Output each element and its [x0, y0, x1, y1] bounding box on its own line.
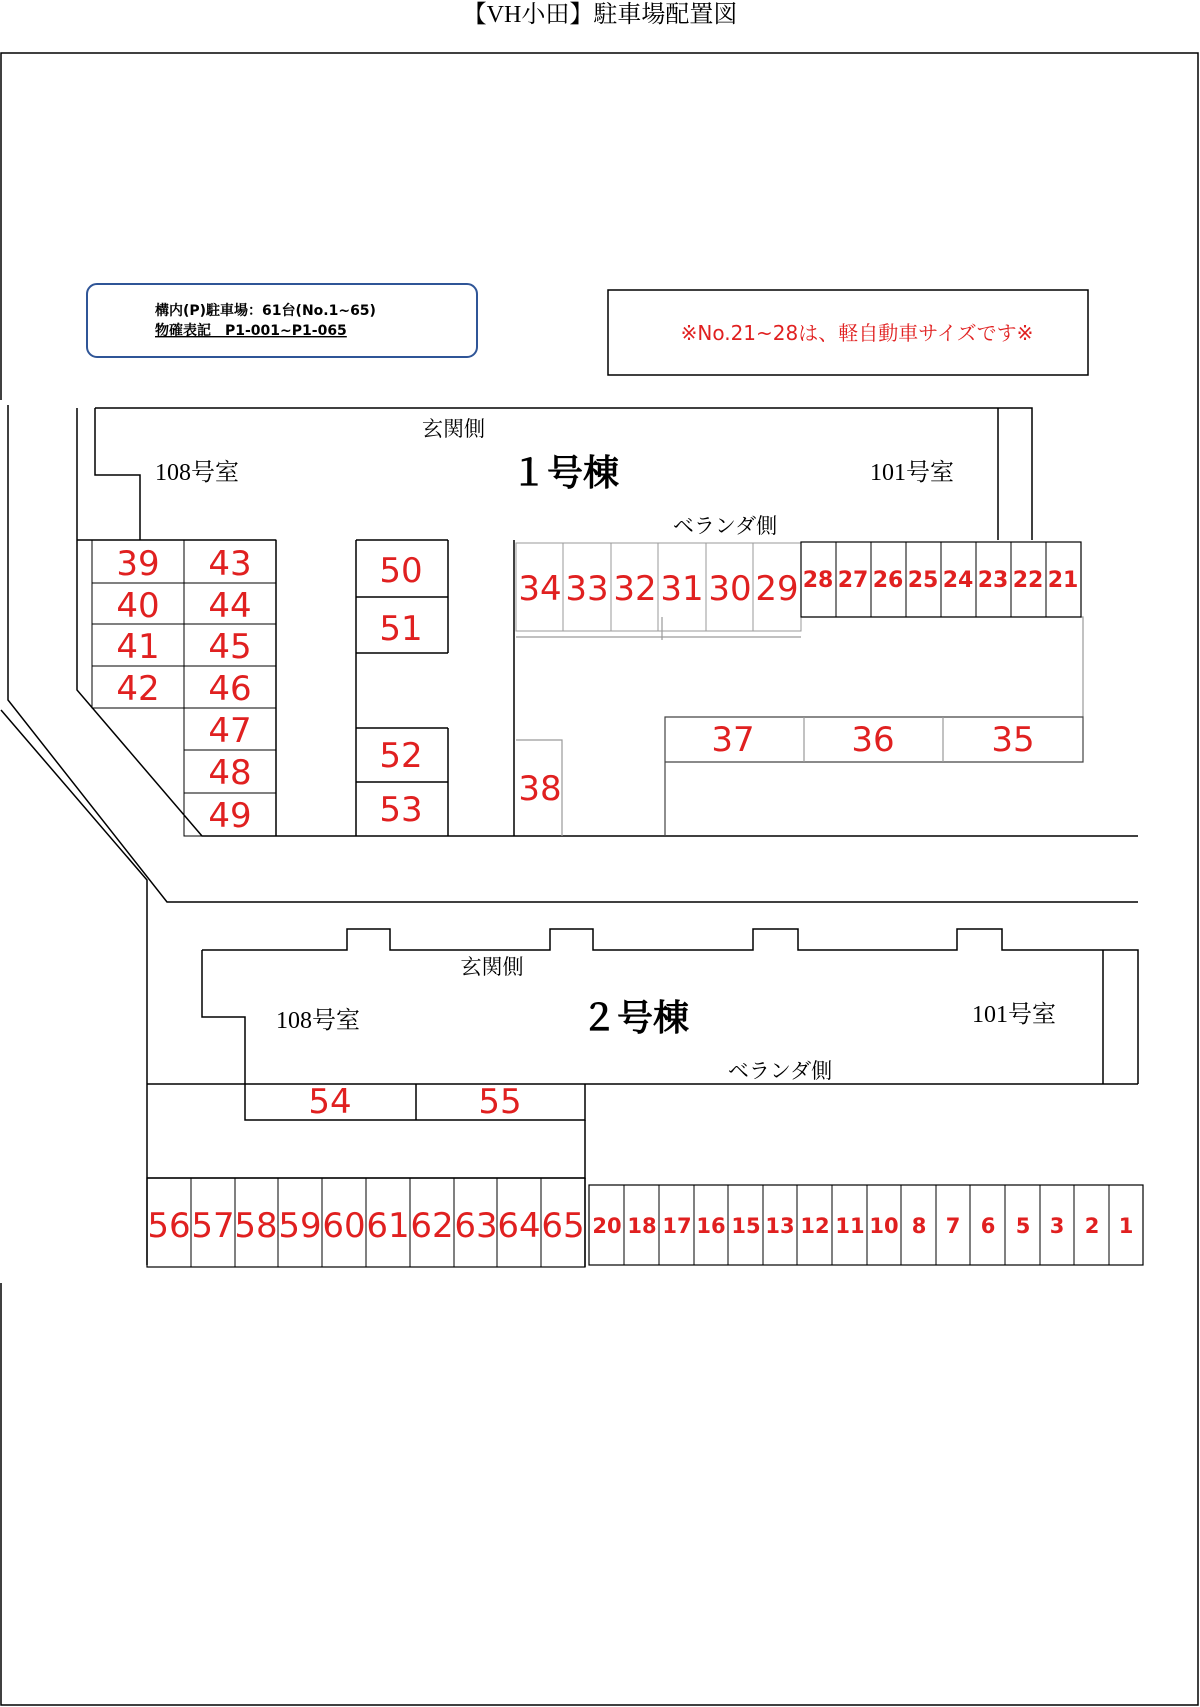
- parking-spot-2[interactable]: 2: [1084, 1214, 1100, 1238]
- parking-spot-39[interactable]: 39: [116, 544, 160, 584]
- parking-spot-30[interactable]: 30: [708, 569, 752, 609]
- parking-spot-29[interactable]: 29: [755, 569, 799, 609]
- parking-map: [0, 52, 1200, 1707]
- parking-spot-12[interactable]: 12: [800, 1214, 830, 1238]
- parking-spot-47[interactable]: 47: [208, 711, 252, 751]
- parking-spot-33[interactable]: 33: [565, 569, 609, 609]
- parking-spot-5[interactable]: 5: [1015, 1214, 1031, 1238]
- parking-spot-36[interactable]: 36: [851, 720, 895, 760]
- parking-spot-62[interactable]: 62: [410, 1206, 454, 1246]
- parking-spot-42[interactable]: 42: [116, 669, 160, 709]
- spot-group-50-53: [379, 551, 422, 830]
- info-box-line1: 構内(P)駐車場：61台(No.1~65): [155, 303, 376, 319]
- parking-spot-63[interactable]: 63: [454, 1206, 498, 1246]
- spot-group-56-65: [147, 1178, 585, 1267]
- parking-spot-61[interactable]: 61: [366, 1206, 410, 1246]
- parking-spot-55[interactable]: 55: [478, 1082, 522, 1122]
- building2-name: ２号棟: [580, 998, 690, 1039]
- parking-spot-32[interactable]: 32: [613, 569, 657, 609]
- parking-spot-45[interactable]: 45: [208, 627, 252, 667]
- parking-spot-7[interactable]: 7: [945, 1214, 961, 1238]
- parking-spot-18[interactable]: 18: [627, 1214, 657, 1238]
- parking-spot-13[interactable]: 13: [765, 1214, 795, 1238]
- parking-spot-23[interactable]: 23: [977, 568, 1009, 593]
- building2-front-label: 玄関側: [460, 955, 524, 979]
- parking-spot-10[interactable]: 10: [869, 1214, 899, 1238]
- parking-spot-24[interactable]: 24: [942, 568, 974, 593]
- building1-front-label: 玄関側: [422, 417, 485, 441]
- parking-spot-60[interactable]: 60: [322, 1206, 366, 1246]
- spot-group-54-55: [308, 1082, 521, 1122]
- parking-spot-26[interactable]: 26: [872, 568, 904, 593]
- parking-spot-44[interactable]: 44: [208, 586, 252, 626]
- parking-spot-1[interactable]: 1: [1118, 1214, 1134, 1238]
- parking-spot-53[interactable]: 53: [379, 790, 423, 830]
- spot-group-34-29: [516, 543, 801, 631]
- parking-spot-17[interactable]: 17: [662, 1214, 692, 1238]
- parking-spot-35[interactable]: 35: [991, 720, 1035, 760]
- outer-frame: [1, 53, 1198, 1705]
- page-title: 【VH小田】駐車場配置図: [462, 2, 738, 28]
- parking-spot-38[interactable]: 38: [518, 769, 562, 809]
- notice-text: ※No.21~28は、軽自動車サイズです※: [680, 321, 1034, 345]
- parking-spot-16[interactable]: 16: [696, 1214, 726, 1238]
- spot-group-28-21: [801, 542, 1081, 617]
- parking-spot-6[interactable]: 6: [980, 1214, 996, 1238]
- parking-spot-3[interactable]: 3: [1049, 1214, 1065, 1238]
- spot-group-37-35: [518, 720, 1034, 809]
- parking-spot-11[interactable]: 11: [835, 1214, 865, 1238]
- building2-back-label: ベランダ側: [727, 1059, 833, 1083]
- parking-spot-37[interactable]: 37: [711, 720, 755, 760]
- building1-back-label: ベランダ側: [672, 514, 778, 538]
- parking-spot-27[interactable]: 27: [837, 568, 869, 593]
- notice-box: [608, 290, 1088, 375]
- parking-spot-43[interactable]: 43: [208, 544, 252, 584]
- parking-spot-8[interactable]: 8: [911, 1214, 927, 1238]
- parking-spot-50[interactable]: 50: [379, 551, 423, 591]
- parking-spot-41[interactable]: 41: [116, 627, 160, 667]
- building-1: [95, 408, 1032, 540]
- info-box-line2: 物確表記 P1-001~P1-065: [155, 323, 347, 339]
- parking-spot-40[interactable]: 40: [116, 586, 160, 626]
- parking-spot-22[interactable]: 22: [1012, 568, 1044, 593]
- parking-spot-58[interactable]: 58: [234, 1206, 278, 1246]
- parking-spot-28[interactable]: 28: [802, 568, 834, 593]
- parking-spot-52[interactable]: 52: [379, 736, 423, 776]
- parking-spot-20[interactable]: 20: [592, 1214, 622, 1238]
- parking-spot-57[interactable]: 57: [191, 1206, 235, 1246]
- building2-room-left: 108号室: [276, 1008, 360, 1034]
- parking-spot-34[interactable]: 34: [518, 569, 562, 609]
- spot-group-20-1: [589, 1185, 1143, 1265]
- building1-room-left: 108号室: [155, 460, 239, 486]
- spot-group-39-42: [92, 540, 184, 709]
- building2-room-right: 101号室: [972, 1002, 1056, 1028]
- parking-spot-31[interactable]: 31: [660, 569, 704, 609]
- parking-spot-46[interactable]: 46: [208, 669, 252, 709]
- building1-room-right: 101号室: [870, 460, 954, 486]
- parking-spot-25[interactable]: 25: [907, 568, 939, 593]
- parking-spot-64[interactable]: 64: [497, 1206, 541, 1246]
- info-box: [87, 284, 477, 357]
- building1-name: １号棟: [510, 453, 620, 494]
- parking-spot-65[interactable]: 65: [541, 1206, 585, 1246]
- spot-group-43-49: [184, 540, 276, 836]
- parking-spot-15[interactable]: 15: [731, 1214, 761, 1238]
- parking-spot-56[interactable]: 56: [147, 1206, 191, 1246]
- road-lines: [1, 405, 1138, 1265]
- parking-spot-51[interactable]: 51: [379, 609, 423, 649]
- parking-spot-59[interactable]: 59: [278, 1206, 322, 1246]
- parking-spot-49[interactable]: 49: [208, 796, 252, 836]
- parking-spot-48[interactable]: 48: [208, 753, 252, 793]
- parking-spot-54[interactable]: 54: [308, 1082, 352, 1122]
- parking-map-svg: [0, 52, 1200, 1707]
- parking-spot-21[interactable]: 21: [1047, 568, 1079, 593]
